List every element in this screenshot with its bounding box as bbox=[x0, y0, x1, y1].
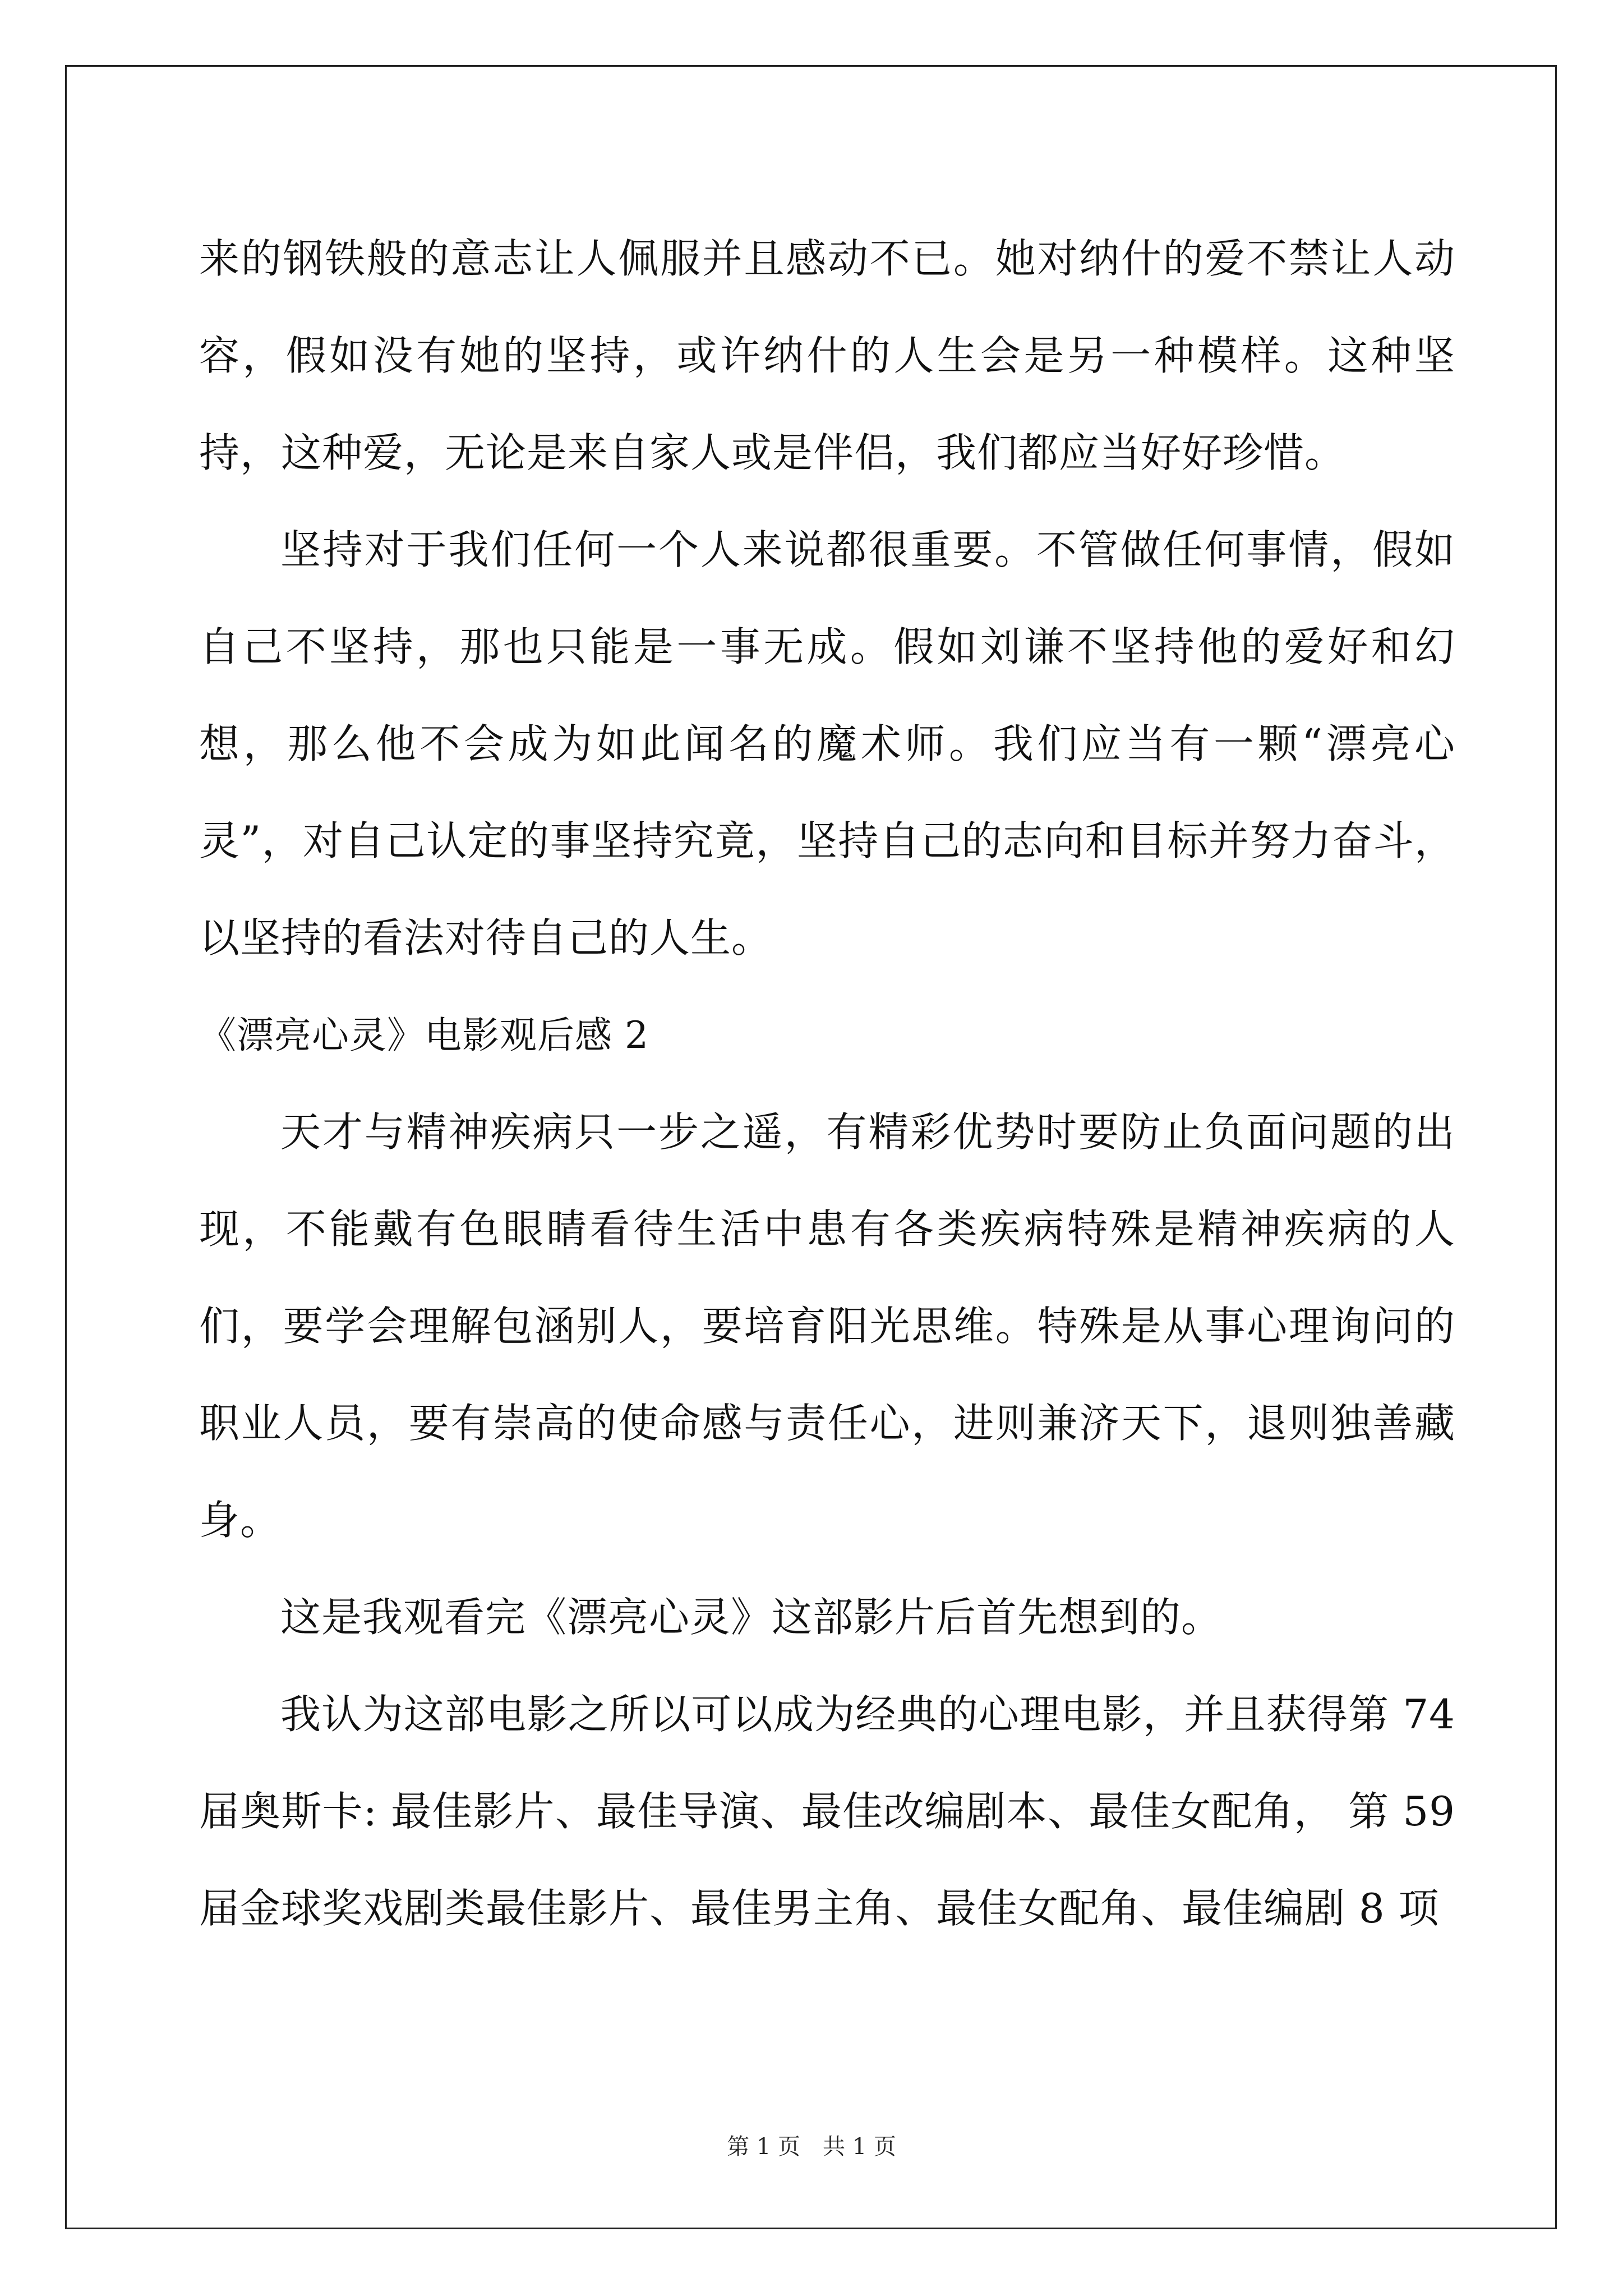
section-heading: 《漂亮心灵》电影观后感 2 bbox=[199, 1014, 649, 1057]
page-total: 共 1 页 bbox=[823, 2134, 896, 2160]
paragraph-awards: 我认为这部电影之所以可以成为经典的心理电影，并且获得第 74 届奥斯卡: 最佳影片、最佳导演、最佳改编剧本、最佳女配角， 第 59 届金球奖戏剧类最佳影片、最佳男主角、最佳女配角、最佳编剧 8 项 bbox=[199, 1691, 1455, 1932]
page-number: 第 1 页 bbox=[727, 2134, 800, 2160]
paragraph-continuation: 来的钢铁般的意志让人佩服并且感动不已。她对纳什的爱不禁让人动容，假如没有她的坚持，或许纳什的人生会是另一种模样。这种坚持，这种爱，无论是来自家人或是伴侣，我们都应当好好珍惜。 bbox=[199, 235, 1455, 476]
paragraph-first-thought: 这是我观看完《漂亮心灵》这部影片后首先想到的。 bbox=[280, 1594, 1223, 1641]
paragraph-persistence: 坚持对于我们任何一个人来说都很重要。不管做任何事情，假如自己不坚持，那也只能是一事无成。假如刘谦不坚持他的爱好和幻想，那么他不会成为如此闻名的魔术师。我们应当有一颗“漂亮心灵”，对自己认定的事坚持究竟，坚持自己的志向和目标并努力奋斗，以坚持的看法对待自己的人生。 bbox=[199, 526, 1455, 961]
paragraph-genius: 天才与精神疾病只一步之遥，有精彩优势时要防止负面问题的出现，不能戴有色眼睛看待生活中患有各类疾病特殊是精神疾病的人们，要学会理解包涵别人，要培育阳光思维。特殊是从事心理询问的职业人员，要有崇高的使命感与责任心，进则兼济天下，退则独善藏身。 bbox=[199, 1108, 1455, 1544]
page-footer bbox=[0, 2133, 1623, 2161]
document-body bbox=[199, 210, 1455, 1957]
